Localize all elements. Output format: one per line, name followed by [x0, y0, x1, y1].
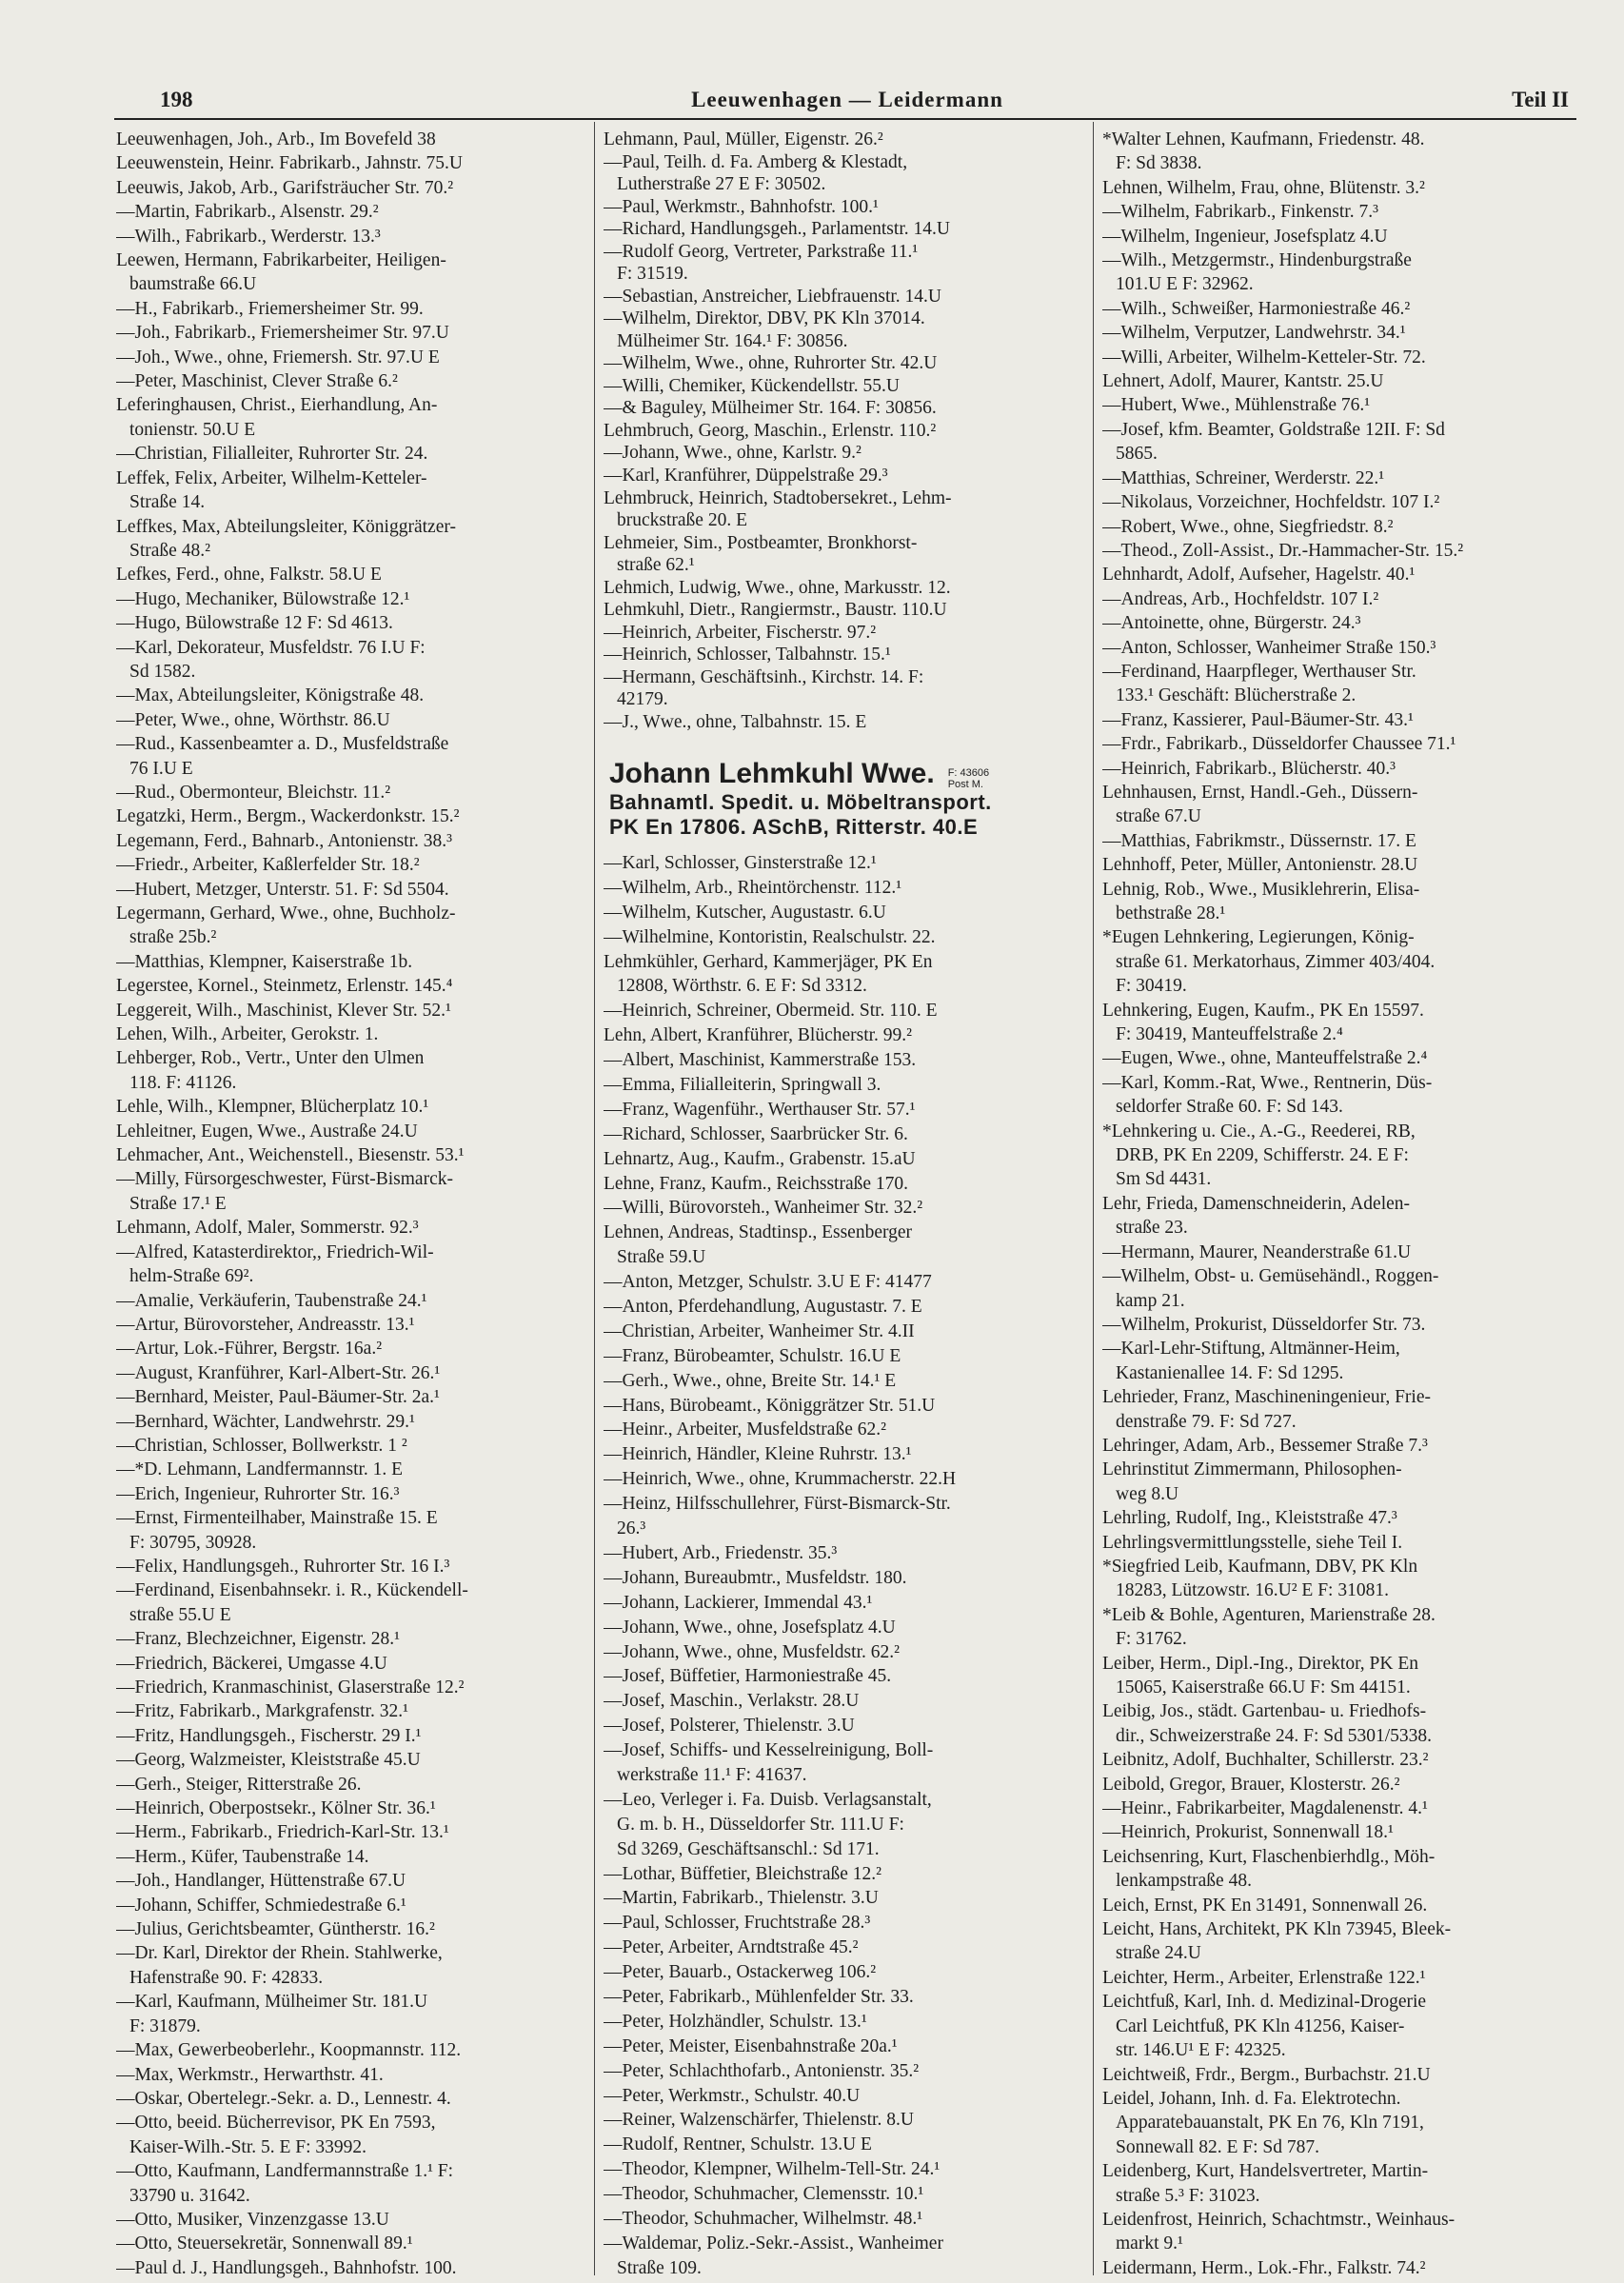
directory-line: kamp 21.	[1116, 1290, 1185, 1311]
directory-line: —Anton, Pferdehandlung, Augustastr. 7. E	[604, 1297, 922, 1318]
directory-line: Leidel, Johann, Inh. d. Fa. Elektrotechn.	[1102, 2088, 1401, 2109]
directory-line: —Peter, Arbeiter, Arndtstraße 45.²	[604, 1937, 859, 1958]
directory-line: Lehmbruch, Georg, Maschin., Erlenstr. 110.²	[604, 420, 937, 441]
directory-line: —Wilhelmine, Kontoristin, Realschulstr. 22.	[604, 926, 936, 947]
directory-line: Kastanienallee 14. F: Sd 1295.	[1116, 1362, 1344, 1383]
directory-line: —Wilhelm, Prokurist, Düsseldorfer Str. 73.	[1102, 1314, 1426, 1335]
directory-line: Leffkes, Max, Abteilungsleiter, Königgrätzer-	[116, 516, 456, 537]
directory-line: —Hermann, Geschäftsinh., Kirchstr. 14. F:	[604, 666, 924, 687]
directory-line: Lehr, Frieda, Damenschneiderin, Adelen-	[1102, 1193, 1411, 1214]
directory-line: Leibold, Gregor, Brauer, Klosterstr. 26.²	[1102, 1774, 1400, 1795]
directory-line: —Heinrich, Prokurist, Sonnenwall 18.¹	[1102, 1822, 1394, 1843]
directory-line: —Otto, beeid. Bücherrevisor, PK En 7593,	[116, 2113, 436, 2134]
directory-line: —Theod., Zoll-Assist., Dr.-Hammacher-Str. 15.²	[1102, 540, 1464, 561]
directory-line: Lehnen, Wilhelm, Frau, ohne, Blütenstr. 3.²	[1102, 177, 1425, 198]
directory-line: *Leib & Bohle, Agenturen, Marienstraße 28.	[1102, 1604, 1436, 1625]
directory-line: —Heinz, Hilfsschullehrer, Fürst-Bismarck-Str.	[604, 1494, 951, 1515]
directory-line: —Albert, Maschinist, Kammerstraße 153.	[604, 1050, 917, 1071]
directory-line: —Theodor, Schuhmacher, Wilhelmstr. 48.¹	[604, 2208, 923, 2229]
ad-phone: F: 43606	[947, 767, 990, 779]
directory-line: —Rud., Kassenbeamter a. D., Musfeldstraße	[116, 734, 449, 755]
directory-line: —Wilhelm, Obst- u. Gemüsehändl., Roggen-	[1102, 1266, 1439, 1287]
directory-line: —Theodor, Klempner, Wilhelm-Tell-Str. 24.¹	[604, 2159, 941, 2180]
column-3	[1102, 129, 1573, 2279]
directory-line: straße 23.	[1116, 1218, 1188, 1239]
directory-line: —Erich, Ingenieur, Ruhrorter Str. 16.³	[116, 1483, 400, 1504]
directory-line: —Wilhelm, Kutscher, Augustastr. 6.U	[604, 902, 886, 923]
directory-line: —Josef, Polsterer, Thielenstr. 3.U	[604, 1716, 855, 1737]
directory-line: —Karl, Dekorateur, Musfeldstr. 76 I.U F:	[116, 637, 426, 658]
directory-line: *Siegfried Leib, Kaufmann, DBV, PK Kln	[1102, 1556, 1418, 1577]
directory-line: —Eugen, Wwe., ohne, Manteuffelstraße 2.⁴	[1102, 1048, 1428, 1069]
directory-line: Lefkes, Ferd., ohne, Falkstr. 58.U E	[116, 565, 382, 586]
directory-line: —Wilhelm, Ingenieur, Josefsplatz 4.U	[1102, 226, 1388, 247]
directory-line: 101.U E F: 32962.	[1116, 274, 1254, 295]
directory-line: —Richard, Schlosser, Saarbrücker Str. 6.	[604, 1123, 908, 1144]
directory-line: —Paul, Schlosser, Fruchtstraße 28.³	[604, 1913, 871, 1934]
directory-line: Lehen, Wilh., Arbeiter, Gerokstr. 1.	[116, 1024, 379, 1045]
directory-line: Lehnartz, Aug., Kaufm., Grabenstr. 15.aU	[604, 1148, 916, 1169]
directory-line: Lehmann, Paul, Müller, Eigenstr. 26.²	[604, 129, 883, 149]
directory-line: Sonnewall 82. E F: Sd 787.	[1116, 2136, 1319, 2157]
directory-line: —& Baguley, Mülheimer Str. 164. F: 30856.	[604, 398, 937, 419]
directory-line: Leidenfrost, Heinrich, Schachtmstr., Weinhaus-	[1102, 2209, 1456, 2230]
directory-line: —Franz, Kassierer, Paul-Bäumer-Str. 43.¹	[1102, 709, 1414, 730]
directory-line: —Johann, Bureaubmtr., Musfeldstr. 180.	[604, 1567, 907, 1588]
directory-line: Leiber, Herm., Dipl.-Ing., Direktor, PK En	[1102, 1653, 1419, 1674]
directory-line: —Christian, Filialleiter, Ruhrorter Str. 24.	[116, 444, 428, 465]
directory-line: Legatzki, Herm., Bergm., Wackerdonkstr. 15.²	[116, 806, 460, 827]
directory-line: —Johann, Lackierer, Immendal 43.¹	[604, 1592, 873, 1613]
directory-line: Lehmich, Ludwig, Wwe., ohne, Markusstr. 12.	[604, 577, 951, 598]
directory-line: 5865.	[1116, 444, 1158, 465]
directory-line: Legermann, Gerhard, Wwe., ohne, Buchholz-	[116, 903, 456, 923]
directory-line: Leeuwenhagen, Joh., Arb., Im Bovefeld 38	[116, 129, 436, 149]
directory-line: str. 146.U¹ E F: 42325.	[1116, 2040, 1286, 2061]
directory-line: —Reiner, Walzenschärfer, Thielenstr. 8.U	[604, 2110, 914, 2131]
directory-line: F: 31519.	[617, 264, 688, 285]
directory-line: Lehne, Franz, Kaufm., Reichsstraße 170.	[604, 1173, 909, 1194]
directory-line: —Max, Abteilungsleiter, Königstraße 48.	[116, 685, 425, 706]
directory-line: —Friedrich, Bäckerei, Umgasse 4.U	[116, 1653, 387, 1674]
directory-line: Lehrlingsvermittlungsstelle, siehe Teil I.	[1102, 1532, 1403, 1553]
directory-line: —Sebastian, Anstreicher, Liebfrauenstr. 14.U	[604, 286, 941, 307]
directory-line: —Hubert, Arb., Friedenstr. 35.³	[604, 1542, 838, 1563]
directory-line: —Wilhelm, Verputzer, Landwehrstr. 34.¹	[1102, 323, 1406, 344]
directory-line: —Wilhelm, Wwe., ohne, Ruhrorter Str. 42.U	[604, 353, 938, 374]
directory-line: —Friedrich, Kranmaschinist, Glaserstraße 12.²	[116, 1678, 465, 1697]
directory-line: Leidenberg, Kurt, Handelsvertreter, Martin-	[1102, 2161, 1429, 2182]
directory-line: —Martin, Fabrikarb., Alsenstr. 29.²	[116, 202, 379, 223]
directory-line: —Theodor, Schuhmacher, Clemensstr. 10.¹	[604, 2184, 924, 2205]
directory-line: Straße 17.¹ E	[129, 1193, 227, 1214]
directory-line: 133.¹ Geschäft: Blücherstraße 2.	[1116, 685, 1357, 706]
directory-line: —Hans, Bürobeamt., Königgrätzer Str. 51.U	[604, 1395, 936, 1416]
directory-line: Lehnert, Adolf, Maurer, Kantstr. 25.U	[1102, 371, 1384, 392]
directory-line: —Ferdinand, Haarpfleger, Werthauser Str.	[1102, 661, 1416, 682]
directory-line: Straße 48.²	[129, 540, 210, 561]
directory-line: bethstraße 28.¹	[1116, 903, 1226, 923]
directory-line: —Nikolaus, Vorzeichner, Hochfeldstr. 107 I.²	[1102, 492, 1440, 513]
directory-line: —Willi, Chemiker, Kückendellstr. 55.U	[604, 375, 900, 396]
directory-line: Leicht, Hans, Architekt, PK Kln 73945, Bleek-	[1102, 1919, 1452, 1940]
directory-line: —Herm., Küfer, Taubenstraße 14.	[116, 1846, 369, 1867]
directory-line: —Artur, Bürovorsteher, Andreasstr. 13.¹	[116, 1314, 415, 1335]
directory-line: seldorfer Straße 60. F: Sd 143.	[1116, 1097, 1343, 1118]
directory-line: —*D. Lehmann, Landfermannstr. 1. E	[116, 1459, 404, 1480]
directory-line: —Matthias, Klempner, Kaiserstraße 1b.	[116, 951, 413, 972]
directory-line: —Christian, Arbeiter, Wanheimer Str. 4.II	[604, 1320, 915, 1341]
directory-line: —Karl, Kranführer, Düppelstraße 29.³	[604, 465, 888, 486]
directory-line: —Joh., Fabrikarb., Friemersheimer Str. 97.U	[116, 323, 449, 344]
directory-line: —Max, Werkmstr., Herwarthstr. 41.	[116, 2064, 384, 2085]
directory-line: Lehn, Albert, Kranführer, Blücherstr. 99.²	[604, 1025, 913, 1046]
directory-line: 76 I.U E	[129, 758, 193, 779]
directory-line: Legemann, Ferd., Bahnarb., Antonienstr. 38.³	[116, 830, 452, 851]
directory-line: —Max, Gewerbeoberlehr., Koopmannstr. 112.	[116, 2040, 462, 2061]
directory-line: straße 55.U E	[129, 1604, 231, 1625]
directory-line: helm-Straße 69².	[129, 1266, 254, 1287]
directory-line: DRB, PK En 2209, Schifferstr. 24. E F:	[1116, 1145, 1409, 1166]
directory-line: —Karl-Lehr-Stiftung, Altmänner-Heim,	[1102, 1339, 1400, 1360]
directory-line: straße 61. Merkatorhaus, Zimmer 403/404.	[1116, 951, 1436, 972]
directory-line: —Oskar, Obertelegr.-Sekr. a. D., Lennestr. 4.	[116, 2088, 451, 2109]
directory-line: Leich, Ernst, PK En 31491, Sonnenwall 26.	[1102, 1895, 1428, 1916]
directory-line: Leeuwenstein, Heinr. Fabrikarb., Jahnstr. 75.U	[116, 153, 463, 174]
directory-line: —Wilh., Schweißer, Harmoniestraße 46.²	[1102, 298, 1411, 319]
directory-line: —Peter, Maschinist, Clever Straße 6.²	[116, 371, 398, 392]
directory-line: F: 31762.	[1116, 1629, 1187, 1650]
directory-line: Leffek, Felix, Arbeiter, Wilhelm-Ketteler-	[116, 467, 427, 488]
directory-line: straße 24.U	[1116, 1943, 1201, 1964]
header-rule	[114, 118, 1576, 120]
directory-line: Sd 1582.	[129, 661, 196, 682]
directory-line: —Otto, Musiker, Vinzenzgasse 13.U	[116, 2209, 389, 2230]
directory-line: Lutherstraße 27 E F: 30502.	[617, 174, 826, 195]
directory-line: Lehnhoff, Peter, Müller, Antonienstr. 28.U	[1102, 855, 1418, 876]
directory-line: Lehnkering, Eugen, Kaufm., PK En 15597.	[1102, 1000, 1424, 1021]
directory-line: —Karl, Kaufmann, Mülheimer Str. 181.U	[116, 1992, 428, 2013]
directory-line: Leibig, Jos., städt. Gartenbau- u. Friedhofs-	[1102, 1701, 1427, 1722]
directory-line: —Peter, Schlachthofarb., Antonienstr. 35.²	[604, 2060, 920, 2081]
directory-line: Leichsenring, Kurt, Flaschenbierhdlg., Möh-	[1102, 1846, 1436, 1867]
directory-line: —Peter, Holzhändler, Schulstr. 13.¹	[604, 2011, 867, 2032]
directory-line: —Peter, Wwe., ohne, Wörthstr. 86.U	[116, 709, 390, 730]
directory-line: —Ferdinand, Eisenbahnsekr. i. R., Kückendell-	[116, 1580, 468, 1601]
directory-line: —Julius, Gerichtsbeamter, Güntherstr. 16.²	[116, 1919, 435, 1940]
ad-services: Bahnamtl. Spedit. u. Möbeltransport.	[609, 790, 992, 814]
directory-line: straße 5.³ F: 31023.	[1116, 2185, 1260, 2206]
directory-line: 26.³	[617, 1519, 646, 1539]
directory-line: Leewen, Hermann, Fabrikarbeiter, Heiligen-	[116, 250, 446, 271]
directory-line: dir., Schweizerstraße 24. F: Sd 5301/5338.	[1116, 1725, 1433, 1746]
directory-line: —Richard, Handlungsgeh., Parlamentstr. 14.U	[604, 219, 950, 240]
directory-line: —Hermann, Maurer, Neanderstraße 61.U	[1102, 1241, 1412, 1262]
directory-line: Leichter, Herm., Arbeiter, Erlenstraße 122.¹	[1102, 1967, 1426, 1988]
directory-line: Lehnen, Andreas, Stadtinsp., Essenberger	[604, 1222, 913, 1243]
directory-line: —Johann, Wwe., ohne, Musfeldstr. 62.²	[604, 1641, 900, 1662]
directory-line: straße 67.U	[1116, 806, 1201, 827]
directory-line: Leichtweiß, Frdr., Bergm., Burbachstr. 21.U	[1102, 2064, 1431, 2085]
directory-line: Lehrinstitut Zimmermann, Philosophen-	[1102, 1459, 1402, 1480]
directory-line: Apparatebauanstalt, PK En 76, Kln 7191,	[1116, 2113, 1424, 2134]
directory-line: —H., Fabrikarb., Friemersheimer Str. 99.	[116, 298, 424, 319]
directory-line: straße 62.¹	[617, 555, 695, 576]
directory-line: —Andreas, Arb., Hochfeldstr. 107 I.²	[1102, 588, 1379, 609]
directory-line: Straße 14.	[129, 492, 206, 513]
directory-line: —Alfred, Katasterdirektor,, Friedrich-Wil-	[116, 1241, 434, 1262]
directory-line: —Franz, Blechzeichner, Eigenstr. 28.¹	[116, 1629, 401, 1650]
directory-line: —Josef, Schiffs- und Kesselreinigung, Boll-	[604, 1740, 934, 1761]
directory-line: —Gerh., Wwe., ohne, Breite Str. 14.¹ E	[604, 1370, 897, 1391]
page-number: 198	[160, 88, 193, 111]
directory-line: —Martin, Fabrikarb., Thielenstr. 3.U	[604, 1888, 879, 1909]
directory-line: —Peter, Fabrikarb., Mühlenfelder Str. 33.	[604, 1986, 914, 2007]
directory-line: —Peter, Werkmstr., Schulstr. 40.U	[604, 2085, 861, 2106]
directory-line: 18283, Lützowstr. 16.U² E F: 31081.	[1116, 1580, 1389, 1601]
directory-line: —Paul, Werkmstr., Bahnhofstr. 100.¹	[604, 196, 879, 217]
directory-line: —Johann, Wwe., ohne, Karlstr. 9.²	[604, 443, 862, 464]
ad-post: Post M.	[947, 779, 983, 790]
directory-line: —Heinrich, Wwe., ohne, Krummacherstr. 22.H	[604, 1469, 957, 1490]
directory-line: —Bernhard, Wächter, Landwehrstr. 29.¹	[116, 1411, 415, 1432]
directory-line: 12808, Wörthstr. 6. E F: Sd 3312.	[617, 976, 867, 997]
directory-line: —Ernst, Firmenteilhaber, Mainstraße 15. E	[116, 1508, 438, 1529]
directory-line: —Josef, Büffetier, Harmoniestraße 45.	[604, 1666, 892, 1687]
directory-line: —Rudolf, Rentner, Schulstr. 13.U E	[604, 2134, 872, 2155]
directory-line: —Matthias, Fabrikmstr., Düssernstr. 17. E	[1102, 830, 1416, 851]
directory-line: —Waldemar, Poliz.-Sekr.-Assist., Wanheimer	[604, 2233, 943, 2253]
directory-line: —Willi, Arbeiter, Wilhelm-Ketteler-Str. 72.	[1102, 347, 1426, 367]
directory-line: —Wilh., Metzgermstr., Hindenburgstraße	[1102, 250, 1412, 271]
ad-address: PK En 17806. ASchB, Ritterstr. 40.E	[609, 815, 979, 839]
directory-line: *Eugen Lehnkering, Legierungen, König-	[1102, 927, 1415, 948]
directory-line: —Peter, Meister, Eisenbahnstraße 20a.¹	[604, 2035, 898, 2056]
directory-line: Leggereit, Wilh., Maschinist, Klever Str. 52.¹	[116, 1000, 451, 1021]
directory-line: markt 9.¹	[1116, 2233, 1183, 2254]
directory-line: —Lothar, Büffetier, Bleichstraße 12.²	[604, 1863, 882, 1884]
directory-line: —Hubert, Wwe., Mühlenstraße 76.¹	[1102, 395, 1371, 416]
directory-line: —Friedr., Arbeiter, Kaßlerfelder Str. 18.²	[116, 855, 420, 876]
directory-line: Lehnhardt, Adolf, Aufseher, Hagelstr. 40.¹	[1102, 565, 1416, 586]
directory-line: Sm Sd 4431.	[1116, 1169, 1212, 1190]
directory-line: Leeuwis, Jakob, Arb., Garifsträucher Str. 70.²	[116, 177, 454, 198]
directory-line: Sd 3269, Geschäftsanschl.: Sd 171.	[617, 1838, 880, 1859]
directory-line: Leferinghausen, Christ., Eierhandlung, An-	[116, 395, 438, 416]
directory-line: —Robert, Wwe., ohne, Siegfriedstr. 8.²	[1102, 516, 1394, 537]
directory-line: —Wilhelm, Direktor, DBV, PK Kln 37014.	[604, 308, 925, 329]
directory-line: —Hugo, Mechaniker, Bülowstraße 12.¹	[116, 588, 410, 609]
directory-line: —Anton, Schlosser, Wanheimer Straße 150.³	[1102, 637, 1436, 658]
directory-line: Lehle, Wilh., Klempner, Blücherplatz 10.¹	[116, 1097, 429, 1118]
column-2-top	[604, 129, 1085, 733]
directory-line: —Hugo, Bülowstraße 12 F: Sd 4613.	[116, 613, 393, 634]
part-label: Teil II	[1512, 88, 1569, 111]
directory-line: —Gerh., Steiger, Ritterstraße 26.	[116, 1774, 362, 1795]
directory-line: —Joh., Wwe., ohne, Friemersh. Str. 97.U E	[116, 347, 440, 367]
column-1	[116, 129, 588, 2279]
directory-line: F: 31879.	[129, 2015, 201, 2036]
directory-line: —Heinrich, Schreiner, Obermeid. Str. 110. E	[604, 1001, 938, 1022]
directory-line: —Heinrich, Schlosser, Talbahnstr. 15.¹	[604, 645, 891, 665]
directory-line: —Amalie, Verkäuferin, Taubenstraße 24.¹	[116, 1290, 427, 1311]
directory-line: *Lehnkering u. Cie., A.-G., Reederei, RB,	[1102, 1121, 1416, 1142]
directory-line: Legerstee, Kornel., Steinmetz, Erlenstr. 145.⁴	[116, 976, 453, 997]
directory-line: Lehnhausen, Ernst, Handl.-Geh., Düssern-	[1102, 782, 1418, 803]
directory-line: —Dr. Karl, Direktor der Rhein. Stahlwerke,	[116, 1943, 443, 1964]
directory-line: —J., Wwe., ohne, Talbahnstr. 15. E	[604, 711, 867, 732]
directory-line: Lehmann, Adolf, Maler, Sommerstr. 92.³	[116, 1218, 419, 1239]
directory-line: Hafenstraße 90. F: 42833.	[129, 1967, 324, 1988]
directory-line: Leidermann, Herm., Lok.-Fhr., Falkstr. 74.²	[1102, 2257, 1426, 2278]
directory-line: —Bernhard, Meister, Paul-Bäumer-Str. 2a.¹	[116, 1387, 440, 1408]
directory-line: 33790 u. 31642.	[129, 2185, 250, 2206]
directory-line: Lehringer, Adam, Arb., Bessemer Straße 7.³	[1102, 1435, 1428, 1456]
running-title: Leeuwenhagen — Leidermann	[691, 88, 1003, 111]
directory-line: —Hubert, Metzger, Unterstr. 51. F: Sd 5504.	[116, 879, 449, 900]
directory-line: —Heinrich, Fabrikarb., Blücherstr. 40.³	[1102, 758, 1396, 779]
directory-line: F: 30419.	[1116, 976, 1187, 997]
directory-line: —Fritz, Handlungsgeh., Fischerstr. 29 I.¹	[116, 1725, 422, 1746]
directory-line: 42179.	[617, 689, 668, 710]
directory-line: —Karl, Schlosser, Ginsterstraße 12.¹	[604, 853, 877, 873]
directory-line: —Leo, Verleger i. Fa. Duisb. Verlagsanstalt,	[604, 1789, 932, 1810]
directory-line: Lehmkühler, Gerhard, Kammerjäger, PK En	[604, 951, 933, 972]
directory-line: —Felix, Handlungsgeh., Ruhrorter Str. 16 I.³	[116, 1556, 450, 1577]
directory-line: —Johann, Wwe., ohne, Josefsplatz 4.U	[604, 1617, 896, 1638]
directory-line: 118. F: 41126.	[129, 1072, 237, 1093]
directory-line: F: 30419, Manteuffelstraße 2.⁴	[1116, 1024, 1343, 1045]
directory-line: Lehmbruck, Heinrich, Stadtobersekret., Lehm-	[604, 487, 952, 508]
ad-name: Johann Lehmkuhl Wwe.	[609, 758, 935, 789]
directory-line: Lehnig, Rob., Wwe., Musiklehrerin, Elisa-	[1102, 879, 1420, 900]
directory-line: 15065, Kaiserstraße 66.U F: Sm 44151.	[1116, 1678, 1411, 1697]
column-2-bottom	[604, 853, 1085, 2279]
directory-line: Straße 59.U	[617, 1247, 706, 1268]
directory-line: Lehrieder, Franz, Maschineningenieur, Frie-	[1102, 1387, 1431, 1408]
directory-line: —Rud., Obermonteur, Bleichstr. 11.²	[116, 782, 391, 803]
directory-line: —Wilhelm, Fabrikarb., Finkenstr. 7.³	[1102, 202, 1378, 223]
directory-line: Straße 109.	[617, 2257, 702, 2278]
directory-line: —Joh., Handlanger, Hüttenstraße 67.U	[116, 1871, 406, 1892]
directory-line: —Franz, Wagenführ., Werthauser Str. 57.¹	[604, 1099, 916, 1120]
directory-line: —Matthias, Schreiner, Werderstr. 22.¹	[1102, 467, 1385, 488]
directory-line: —Heinrich, Händler, Kleine Ruhrstr. 13.¹	[604, 1444, 912, 1465]
directory-line: straße 25b.²	[129, 927, 217, 948]
directory-line: baumstraße 66.U	[129, 274, 257, 295]
directory-line: Lehrling, Rudolf, Ing., Kleiststraße 47.³	[1102, 1508, 1397, 1529]
directory-line: Mülheimer Str. 164.¹ F: 30856.	[617, 330, 848, 351]
directory-line: Lehmkuhl, Dietr., Rangiermstr., Baustr. 110.U	[604, 600, 947, 621]
directory-line: Carl Leichtfuß, PK Kln 41256, Kaiser-	[1116, 2015, 1405, 2036]
directory-line: *Walter Lehnen, Kaufmann, Friedenstr. 48.	[1102, 129, 1425, 149]
directory-line: —August, Kranführer, Karl-Albert-Str. 26.¹	[116, 1362, 441, 1383]
directory-line: —Paul, Teilh. d. Fa. Amberg & Klestadt,	[604, 151, 908, 172]
directory-line: —Wilh., Fabrikarb., Werderstr. 13.³	[116, 226, 381, 247]
directory-line: —Josef, kfm. Beamter, Goldstraße 12II. F: Sd	[1102, 419, 1445, 440]
directory-line: —Otto, Steuersekretär, Sonnenwall 89.¹	[116, 2233, 413, 2254]
advertisement-lehmkuhl	[609, 758, 1076, 845]
directory-line: —Milly, Fürsorgeschwester, Fürst-Bismarck-	[116, 1169, 453, 1190]
directory-line: —Herm., Fabrikarb., Friedrich-Karl-Str. 13.¹	[116, 1822, 449, 1843]
directory-line: Kaiser-Wilh.-Str. 5. E F: 33992.	[129, 2136, 367, 2157]
directory-line: Leichtfuß, Karl, Inh. d. Medizinal-Drogerie	[1102, 1992, 1427, 2013]
directory-line: F: 30795, 30928.	[129, 1532, 257, 1553]
directory-line: —Frdr., Fabrikarb., Düsseldorfer Chaussee 71.¹	[1102, 734, 1456, 755]
directory-line: —Paul d. J., Handlungsgeh., Bahnhofstr. 100.	[116, 2257, 457, 2278]
directory-line: Lehmeier, Sim., Postbeamter, Bronkhorst-	[604, 532, 918, 553]
directory-line: —Karl, Komm.-Rat, Wwe., Rentnerin, Düs-	[1102, 1072, 1433, 1093]
directory-line: —Fritz, Fabrikarb., Markgrafenstr. 32.¹	[116, 1701, 408, 1722]
directory-line: —Franz, Bürobeamter, Schulstr. 16.U E	[604, 1345, 901, 1366]
directory-line: weg 8.U	[1116, 1483, 1179, 1504]
directory-line: werkstraße 11.¹ F: 41637.	[617, 1764, 807, 1785]
directory-line: —Otto, Kaufmann, Landfermannstraße 1.¹ F:	[116, 2161, 454, 2182]
directory-line: —Christian, Schlosser, Bollwerkstr. 1 ²	[116, 1435, 407, 1456]
directory-line: Lehberger, Rob., Vertr., Unter den Ulmen	[116, 1048, 425, 1069]
directory-line: —Emma, Filialleiterin, Springwall 3.	[604, 1075, 881, 1096]
directory-line: denstraße 79. F: Sd 727.	[1116, 1411, 1297, 1432]
directory-line: —Heinr., Fabrikarbeiter, Magdalenenstr. 4.¹	[1102, 1798, 1428, 1819]
directory-line: —Rudolf Georg, Vertreter, Parkstraße 11.¹	[604, 241, 919, 262]
directory-line: —Artur, Lok.-Führer, Bergstr. 16a.²	[116, 1339, 383, 1360]
directory-line: —Heinrich, Arbeiter, Fischerstr. 97.²	[604, 622, 877, 643]
directory-line: —Johann, Schiffer, Schmiedestraße 6.¹	[116, 1895, 406, 1916]
directory-line: Leibnitz, Adolf, Buchhalter, Schillerstr. 23.²	[1102, 1750, 1429, 1771]
directory-line: lenkampstraße 48.	[1116, 1871, 1252, 1892]
directory-line: —Georg, Walzmeister, Kleiststraße 45.U	[116, 1750, 421, 1771]
directory-line: F: Sd 3838.	[1116, 153, 1202, 174]
directory-line: tonienstr. 50.U E	[129, 419, 256, 440]
directory-line: bruckstraße 20. E	[617, 510, 747, 531]
directory-line: G. m. b. H., Düsseldorfer Str. 111.U F:	[617, 1814, 904, 1835]
directory-line: —Antoinette, ohne, Bürgerstr. 24.³	[1102, 613, 1361, 634]
directory-line: Lehleitner, Eugen, Wwe., Austraße 24.U	[116, 1121, 418, 1142]
directory-line: —Willi, Bürovorsteh., Wanheimer Str. 32.²	[604, 1198, 923, 1219]
directory-line: —Heinr., Arbeiter, Musfeldstraße 62.²	[604, 1419, 886, 1440]
directory-line: —Josef, Maschin., Verlakstr. 28.U	[604, 1691, 860, 1712]
directory-line: Lehmacher, Ant., Weichenstell., Biesenstr. 53.¹	[116, 1145, 465, 1166]
directory-line: —Anton, Metzger, Schulstr. 3.U E F: 41477	[604, 1272, 932, 1293]
column-divider	[594, 122, 595, 2275]
directory-line: —Wilhelm, Arb., Rheintörchenstr. 112.¹	[604, 877, 902, 898]
column-divider	[1093, 122, 1094, 2275]
directory-line: —Heinrich, Oberpostsekr., Kölner Str. 36.¹	[116, 1798, 436, 1819]
directory-line: —Peter, Bauarb., Ostackerweg 106.²	[604, 1962, 877, 1983]
